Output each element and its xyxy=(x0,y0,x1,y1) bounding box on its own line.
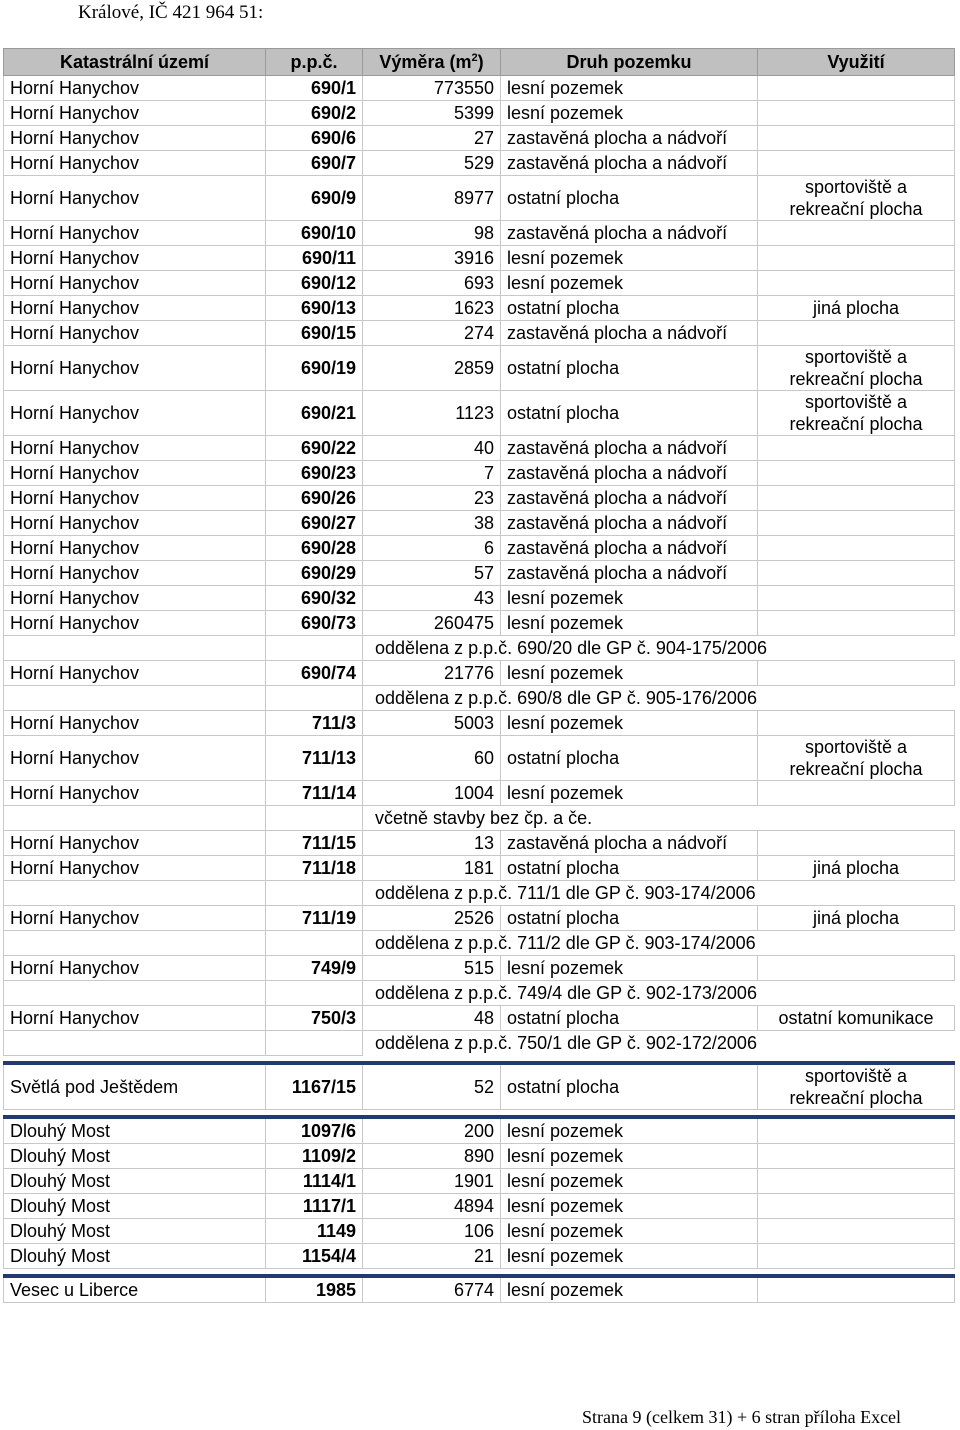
note-row xyxy=(4,686,955,711)
cell-usage xyxy=(758,661,955,686)
note-spacer-parcel xyxy=(266,881,363,906)
page-header-text: Králové, IČ 421 964 51: xyxy=(78,2,264,23)
note-row xyxy=(4,636,955,661)
cell-area: Horní Hanychov xyxy=(4,661,266,686)
cell-area: Horní Hanychov xyxy=(4,296,266,321)
cell-parcel: 690/7 xyxy=(266,151,363,176)
cell-parcel: 711/14 xyxy=(266,781,363,806)
cell-type: lesní pozemek xyxy=(501,781,758,806)
cell-usage xyxy=(758,1276,955,1303)
table-row xyxy=(4,76,955,101)
cell-type: lesní pozemek xyxy=(501,1117,758,1144)
cell-type: ostatní plocha xyxy=(501,391,758,436)
cell-area: Horní Hanychov xyxy=(4,1006,266,1031)
cell-area: Horní Hanychov xyxy=(4,561,266,586)
cell-size: 3916 xyxy=(363,246,501,271)
cell-size: 40 xyxy=(363,436,501,461)
table-row xyxy=(4,461,955,486)
header-size-sup: 2 xyxy=(471,52,478,64)
table-row xyxy=(4,1144,955,1169)
cell-area: Horní Hanychov xyxy=(4,831,266,856)
cell-size: 529 xyxy=(363,151,501,176)
usage-line-1: sportoviště a xyxy=(804,737,908,757)
cell-size: 13 xyxy=(363,831,501,856)
cell-parcel: 690/28 xyxy=(266,536,363,561)
note-spacer-area xyxy=(4,686,266,711)
cell-usage xyxy=(758,906,955,931)
cell-size: 181 xyxy=(363,856,501,881)
cell-usage xyxy=(758,711,955,736)
section-separator xyxy=(4,1269,955,1277)
cell-parcel: 690/22 xyxy=(266,436,363,461)
cell-area: Horní Hanychov xyxy=(4,461,266,486)
note-row xyxy=(4,931,955,956)
cell-size: 6 xyxy=(363,536,501,561)
cell-size: 2526 xyxy=(363,906,501,931)
cell-size: 693 xyxy=(363,271,501,296)
cell-area: Horní Hanychov xyxy=(4,436,266,461)
cell-parcel: 690/29 xyxy=(266,561,363,586)
cell-area: Horní Hanychov xyxy=(4,956,266,981)
header-usage: Využití xyxy=(758,49,955,76)
cell-size: 1623 xyxy=(363,296,501,321)
usage-line-1: jiná plocha xyxy=(812,908,900,928)
note-spacer-parcel xyxy=(266,931,363,956)
cell-type: lesní pozemek xyxy=(501,1276,758,1303)
cell-parcel: 690/21 xyxy=(266,391,363,436)
cell-usage xyxy=(758,126,955,151)
table-row xyxy=(4,1063,955,1110)
cell-usage xyxy=(758,736,955,781)
table-row xyxy=(4,346,955,391)
header-area: Katastrální území xyxy=(4,49,266,76)
cell-type: ostatní plocha xyxy=(501,1006,758,1031)
cell-parcel: 749/9 xyxy=(266,956,363,981)
cell-parcel: 690/32 xyxy=(266,586,363,611)
cell-type: lesní pozemek xyxy=(501,271,758,296)
cell-usage xyxy=(758,271,955,296)
cell-parcel: 1117/1 xyxy=(266,1194,363,1219)
note-spacer-parcel xyxy=(266,686,363,711)
cell-parcel: 750/3 xyxy=(266,1006,363,1031)
cell-usage xyxy=(758,536,955,561)
cell-size: 4894 xyxy=(363,1194,501,1219)
cell-parcel: 690/9 xyxy=(266,176,363,221)
cell-type: ostatní plocha xyxy=(501,856,758,881)
cell-area: Horní Hanychov xyxy=(4,346,266,391)
cell-parcel: 690/27 xyxy=(266,511,363,536)
cell-type: ostatní plocha xyxy=(501,736,758,781)
header-type: Druh pozemku xyxy=(501,49,758,76)
cell-parcel: 1149 xyxy=(266,1219,363,1244)
cell-size: 8977 xyxy=(363,176,501,221)
note-text: oddělena z p.p.č. 750/1 dle GP č. 902-172/2006 xyxy=(375,1033,757,1054)
cell-size: 48 xyxy=(363,1006,501,1031)
table-row xyxy=(4,511,955,536)
cell-area: Dlouhý Most xyxy=(4,1219,266,1244)
cell-usage xyxy=(758,486,955,511)
cell-usage xyxy=(758,586,955,611)
table-row xyxy=(4,1006,955,1031)
note-spacer-parcel xyxy=(266,981,363,1006)
header-size-end: ) xyxy=(477,52,484,72)
cell-size: 1004 xyxy=(363,781,501,806)
cell-area: Horní Hanychov xyxy=(4,246,266,271)
cell-size: 515 xyxy=(363,956,501,981)
cell-type: ostatní plocha xyxy=(501,1063,758,1110)
cell-parcel: 711/3 xyxy=(266,711,363,736)
cell-area: Horní Hanychov xyxy=(4,76,266,101)
cell-parcel: 690/23 xyxy=(266,461,363,486)
cell-usage xyxy=(758,176,955,221)
table-body xyxy=(4,76,955,1303)
cell-area: Horní Hanychov xyxy=(4,611,266,636)
table-row xyxy=(4,736,955,781)
cell-type: zastavěná plocha a nádvoří xyxy=(501,536,758,561)
table-row xyxy=(4,831,955,856)
cell-usage xyxy=(758,436,955,461)
table-row xyxy=(4,561,955,586)
cell-usage xyxy=(758,1219,955,1244)
cell-parcel: 690/12 xyxy=(266,271,363,296)
cell-parcel: 1097/6 xyxy=(266,1117,363,1144)
note-spacer-area xyxy=(4,931,266,956)
table-row xyxy=(4,586,955,611)
cell-type: ostatní plocha xyxy=(501,906,758,931)
table-row xyxy=(4,221,955,246)
usage-line-1: jiná plocha xyxy=(812,298,900,318)
header-size-label: Výměra (m xyxy=(379,52,472,72)
table-row xyxy=(4,271,955,296)
note-spacer-area xyxy=(4,1031,266,1056)
cell-usage xyxy=(758,391,955,436)
note-text: oddělena z p.p.č. 690/8 dle GP č. 905-176/2006 xyxy=(375,688,757,708)
cell-usage xyxy=(758,1169,955,1194)
cell-type: zastavěná plocha a nádvoří xyxy=(501,126,758,151)
cell-type: zastavěná plocha a nádvoří xyxy=(501,436,758,461)
note-row xyxy=(4,806,955,831)
cell-parcel: 690/19 xyxy=(266,346,363,391)
cell-type: lesní pozemek xyxy=(501,661,758,686)
cell-type: zastavěná plocha a nádvoří xyxy=(501,151,758,176)
cell-area: Horní Hanychov xyxy=(4,271,266,296)
table-row xyxy=(4,661,955,686)
cell-area: Horní Hanychov xyxy=(4,511,266,536)
cell-size: 21776 xyxy=(363,661,501,686)
cell-size: 21 xyxy=(363,1244,501,1269)
cell-area: Horní Hanychov xyxy=(4,126,266,151)
cell-parcel: 1985 xyxy=(266,1276,363,1303)
cell-usage xyxy=(758,461,955,486)
note-spacer-area xyxy=(4,636,266,661)
cell-usage xyxy=(758,1117,955,1144)
note-spacer-parcel xyxy=(266,636,363,661)
cell-size: 7 xyxy=(363,461,501,486)
cell-size: 57 xyxy=(363,561,501,586)
cell-size: 2859 xyxy=(363,346,501,391)
cell-area: Dlouhý Most xyxy=(4,1194,266,1219)
table-row xyxy=(4,126,955,151)
cell-type: lesní pozemek xyxy=(501,1169,758,1194)
cell-usage xyxy=(758,856,955,881)
usage-line-2: rekreační plocha xyxy=(789,414,923,434)
cell-type: zastavěná plocha a nádvoří xyxy=(501,831,758,856)
table-row xyxy=(4,176,955,221)
table-row xyxy=(4,486,955,511)
table-row xyxy=(4,906,955,931)
cell-usage xyxy=(758,831,955,856)
cell-usage xyxy=(758,1244,955,1269)
cell-parcel: 690/1 xyxy=(266,76,363,101)
note-spacer-parcel xyxy=(266,1031,363,1056)
header-parcel: p.p.č. xyxy=(266,49,363,76)
table-row xyxy=(4,856,955,881)
usage-line-1: ostatní komunikace xyxy=(778,1008,934,1028)
cell-area: Horní Hanychov xyxy=(4,101,266,126)
cell-usage xyxy=(758,1194,955,1219)
table-row xyxy=(4,321,955,346)
cell-size: 200 xyxy=(363,1117,501,1144)
note-text: oddělena z p.p.č. 711/1 dle GP č. 903-174/2006 xyxy=(375,883,756,903)
cell-parcel: 711/19 xyxy=(266,906,363,931)
cell-parcel: 711/15 xyxy=(266,831,363,856)
table-row xyxy=(4,101,955,126)
cell-area: Horní Hanychov xyxy=(4,536,266,561)
cell-area: Vesec u Liberce xyxy=(4,1276,266,1303)
cell-size: 52 xyxy=(363,1063,501,1110)
cell-parcel: 711/13 xyxy=(266,736,363,781)
cell-type: lesní pozemek xyxy=(501,586,758,611)
usage-line-2: rekreační plocha xyxy=(789,199,923,219)
table-row xyxy=(4,1219,955,1244)
cell-usage xyxy=(758,246,955,271)
cell-parcel: 711/18 xyxy=(266,856,363,881)
cell-area: Horní Hanychov xyxy=(4,586,266,611)
cell-area: Světlá pod Ještědem xyxy=(4,1063,266,1110)
note-text: včetně stavby bez čp. a če. xyxy=(375,808,593,828)
cell-size: 43 xyxy=(363,586,501,611)
cell-usage xyxy=(758,321,955,346)
cell-parcel: 690/15 xyxy=(266,321,363,346)
cell-area: Horní Hanychov xyxy=(4,781,266,806)
cell-area: Dlouhý Most xyxy=(4,1169,266,1194)
table-row xyxy=(4,246,955,271)
cell-parcel: 1154/4 xyxy=(266,1244,363,1269)
cell-type: lesní pozemek xyxy=(501,1144,758,1169)
cell-type: zastavěná plocha a nádvoří xyxy=(501,511,758,536)
cell-usage xyxy=(758,1006,955,1031)
table-row xyxy=(4,1194,955,1219)
note-spacer-parcel xyxy=(266,806,363,831)
cell-type: lesní pozemek xyxy=(501,611,758,636)
section-separator xyxy=(4,1110,955,1118)
cell-area: Dlouhý Most xyxy=(4,1244,266,1269)
usage-line-1: sportoviště a xyxy=(804,392,908,412)
cell-parcel: 690/6 xyxy=(266,126,363,151)
note-row xyxy=(4,981,955,1006)
cell-size: 1901 xyxy=(363,1169,501,1194)
cell-type: zastavěná plocha a nádvoří xyxy=(501,461,758,486)
table-row xyxy=(4,1276,955,1303)
usage-line-1: sportoviště a xyxy=(804,347,908,367)
table-row xyxy=(4,1117,955,1144)
cell-size: 1123 xyxy=(363,391,501,436)
table-row xyxy=(4,296,955,321)
cell-usage xyxy=(758,346,955,391)
cell-type: lesní pozemek xyxy=(501,1219,758,1244)
cell-parcel: 690/10 xyxy=(266,221,363,246)
cell-parcel: 1109/2 xyxy=(266,1144,363,1169)
cell-size: 60 xyxy=(363,736,501,781)
cell-size: 38 xyxy=(363,511,501,536)
cell-size: 5003 xyxy=(363,711,501,736)
cell-usage xyxy=(758,781,955,806)
cell-type: ostatní plocha xyxy=(501,296,758,321)
usage-line-2: rekreační plocha xyxy=(789,759,923,779)
table-row xyxy=(4,711,955,736)
cell-type: zastavěná plocha a nádvoří xyxy=(501,321,758,346)
cell-parcel: 1167/15 xyxy=(266,1063,363,1110)
cell-type: zastavěná plocha a nádvoří xyxy=(501,221,758,246)
cell-type: zastavěná plocha a nádvoří xyxy=(501,486,758,511)
cell-usage xyxy=(758,101,955,126)
cell-area: Horní Hanychov xyxy=(4,906,266,931)
cell-area: Horní Hanychov xyxy=(4,856,266,881)
cell-area: Horní Hanychov xyxy=(4,736,266,781)
table-row xyxy=(4,1244,955,1269)
cell-size: 23 xyxy=(363,486,501,511)
cell-size: 260475 xyxy=(363,611,501,636)
table-row xyxy=(4,436,955,461)
table-header-row xyxy=(4,49,955,76)
cell-type: ostatní plocha xyxy=(501,176,758,221)
note-spacer-area xyxy=(4,881,266,906)
cell-usage xyxy=(758,956,955,981)
cell-usage xyxy=(758,1063,955,1110)
cell-usage xyxy=(758,1144,955,1169)
cell-usage xyxy=(758,76,955,101)
cell-parcel: 690/74 xyxy=(266,661,363,686)
cell-area: Horní Hanychov xyxy=(4,711,266,736)
note-row xyxy=(4,1031,955,1056)
cell-parcel: 690/13 xyxy=(266,296,363,321)
separator-bar xyxy=(4,1056,955,1064)
usage-line-2: rekreační plocha xyxy=(789,1088,923,1108)
cell-type: lesní pozemek xyxy=(501,1194,758,1219)
cell-usage xyxy=(758,561,955,586)
usage-line-1: jiná plocha xyxy=(812,858,900,878)
table-row xyxy=(4,956,955,981)
section-separator xyxy=(4,1056,955,1064)
cell-usage xyxy=(758,151,955,176)
table-row xyxy=(4,536,955,561)
cell-area: Horní Hanychov xyxy=(4,321,266,346)
cell-type: lesní pozemek xyxy=(501,711,758,736)
cell-parcel: 1114/1 xyxy=(266,1169,363,1194)
usage-line-1: sportoviště a xyxy=(804,1066,908,1086)
cell-size: 5399 xyxy=(363,101,501,126)
cell-area: Dlouhý Most xyxy=(4,1144,266,1169)
note-text: oddělena z p.p.č. 690/20 dle GP č. 904-175/2006 xyxy=(375,638,767,658)
cell-type: ostatní plocha xyxy=(501,346,758,391)
cell-size: 6774 xyxy=(363,1276,501,1303)
cell-parcel: 690/26 xyxy=(266,486,363,511)
cell-type: lesní pozemek xyxy=(501,76,758,101)
cell-type: lesní pozemek xyxy=(501,246,758,271)
cell-size: 98 xyxy=(363,221,501,246)
cell-parcel: 690/11 xyxy=(266,246,363,271)
cell-usage xyxy=(758,511,955,536)
table-row xyxy=(4,151,955,176)
cell-size: 106 xyxy=(363,1219,501,1244)
cell-type: lesní pozemek xyxy=(501,101,758,126)
cell-area: Horní Hanychov xyxy=(4,151,266,176)
note-text: oddělena z p.p.č. 711/2 dle GP č. 903-174/2006 xyxy=(375,933,756,953)
cell-usage xyxy=(758,611,955,636)
cell-area: Dlouhý Most xyxy=(4,1117,266,1144)
cell-parcel: 690/73 xyxy=(266,611,363,636)
header-size xyxy=(363,49,501,76)
cell-size: 773550 xyxy=(363,76,501,101)
note-row xyxy=(4,881,955,906)
cell-area: Horní Hanychov xyxy=(4,221,266,246)
note-text: oddělena z p.p.č. 749/4 dle GP č. 902-173/2006 xyxy=(375,983,757,1003)
usage-line-2: rekreační plocha xyxy=(789,369,923,389)
page-footer-text: Strana 9 (celkem 31) + 6 stran příloha Excel xyxy=(582,1407,902,1427)
cell-usage xyxy=(758,296,955,321)
separator-bar xyxy=(4,1269,955,1277)
cell-area: Horní Hanychov xyxy=(4,176,266,221)
note-spacer-area xyxy=(4,806,266,831)
table-row xyxy=(4,391,955,436)
cell-size: 890 xyxy=(363,1144,501,1169)
usage-line-1: sportoviště a xyxy=(804,177,908,197)
table-row xyxy=(4,1169,955,1194)
separator-bar xyxy=(4,1110,955,1118)
cell-size: 27 xyxy=(363,126,501,151)
table-row xyxy=(4,781,955,806)
cell-type: lesní pozemek xyxy=(501,956,758,981)
parcel-table xyxy=(3,48,955,1303)
cell-size: 274 xyxy=(363,321,501,346)
cell-type: zastavěná plocha a nádvoří xyxy=(501,561,758,586)
table-row xyxy=(4,611,955,636)
cell-parcel: 690/2 xyxy=(266,101,363,126)
cell-type: lesní pozemek xyxy=(501,1244,758,1269)
cell-area: Horní Hanychov xyxy=(4,391,266,436)
cell-area: Horní Hanychov xyxy=(4,486,266,511)
note-spacer-area xyxy=(4,981,266,1006)
cell-usage xyxy=(758,221,955,246)
